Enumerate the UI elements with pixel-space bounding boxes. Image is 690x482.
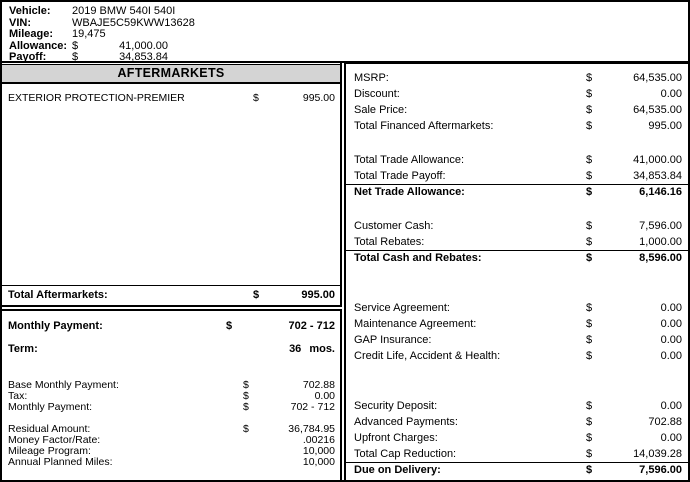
row-label: Annual Planned Miles: (8, 456, 113, 468)
row-amount: 64,535.00 (633, 104, 682, 116)
service-agreement-row (346, 300, 688, 316)
currency-symbol (243, 435, 255, 446)
term-value-group (238, 343, 335, 355)
term-row (8, 343, 335, 355)
row-label: GAP Insurance: (354, 334, 432, 346)
row-label: Security Deposit: (354, 400, 438, 412)
row-amount: 14,039.28 (633, 448, 682, 460)
row-amount: 10,000 (302, 445, 335, 457)
row-label: Total Trade Allowance: (354, 154, 465, 166)
row-amount: 36,784.95 (288, 423, 335, 435)
term-value: 36 (289, 343, 302, 355)
vehicle-label: Vehicle: (9, 5, 51, 17)
vehicle-row (9, 6, 688, 18)
aftermarket-item-label: EXTERIOR PROTECTION-PREMIER (8, 92, 185, 104)
monthly-payment-detail-row (8, 402, 335, 413)
row-amount: 34,853.84 (633, 170, 682, 182)
spacer (8, 366, 335, 380)
deal-summary-section (344, 62, 688, 480)
vin-label: VIN: (9, 16, 31, 29)
vehicle-info-section (2, 2, 688, 63)
aftermarkets-section (2, 63, 342, 307)
currency-symbol: $ (586, 252, 593, 264)
row-amount: 7,596.00 (639, 464, 682, 476)
total-rebates-row (346, 234, 688, 250)
spacer (346, 200, 688, 218)
row-label: Residual Amount: (8, 423, 91, 435)
aftermarket-item-amount: 995.00 (302, 92, 335, 104)
row-label: Total Rebates: (354, 236, 425, 248)
due-on-delivery-row (346, 462, 688, 478)
row-amount: 0.00 (660, 350, 682, 362)
row-label: Monthly Payment: (8, 401, 93, 413)
spacer (346, 364, 688, 398)
total-financed-aftermarkets-row (346, 118, 688, 134)
currency-symbol: $ (243, 379, 249, 391)
row-label: Discount: (354, 88, 400, 100)
currency-symbol: $ (243, 390, 249, 402)
row-amount: 0.00 (314, 390, 335, 402)
currency-symbol: $ (72, 51, 79, 63)
base-monthly-payment-row (8, 380, 335, 391)
row-label: Total Cap Reduction: (354, 448, 457, 460)
allowance-amount: 41,000.00 (119, 39, 168, 52)
row-label: Tax: (8, 390, 28, 402)
mileage-label: Mileage: (9, 28, 54, 40)
aftermarkets-header: AFTERMARKETS (2, 64, 340, 84)
currency-symbol: $ (586, 220, 593, 232)
payoff-label: Payoff: (9, 51, 47, 63)
mileage-row (9, 29, 688, 41)
total-trade-allowance-row (346, 152, 688, 168)
row-amount: 64,535.00 (633, 72, 682, 84)
row-label: MSRP: (354, 72, 389, 84)
currency-symbol: $ (586, 104, 593, 116)
total-cash-and-rebates-row (346, 250, 688, 266)
row-amount: 995.00 (648, 120, 682, 132)
monthly-payment-amount: 702 - 712 (288, 320, 335, 332)
row-amount: 0.00 (660, 334, 682, 346)
row-label: Sale Price: (354, 104, 408, 116)
currency-symbol: $ (586, 236, 593, 248)
credit-life-row (346, 348, 688, 364)
currency-symbol: $ (586, 318, 593, 330)
allowance-row (9, 41, 688, 53)
row-label: Base Monthly Payment: (8, 379, 119, 391)
row-label: Customer Cash: (354, 220, 434, 232)
vin-row (9, 18, 688, 30)
row-amount: 0.00 (660, 400, 682, 412)
currency-symbol: $ (586, 432, 593, 444)
currency-symbol (243, 446, 255, 457)
mileage-value: 19,475 (72, 28, 106, 40)
row-amount: 1,000.00 (639, 236, 682, 248)
msrp-row (346, 70, 688, 86)
vin-value: WBAJE5C59KWW13628 (72, 16, 195, 29)
currency-symbol: $ (586, 464, 593, 476)
row-label: Net Trade Allowance: (354, 186, 465, 198)
net-trade-allowance-row (346, 184, 688, 200)
row-amount: 702.88 (648, 416, 682, 428)
row-label: Total Cash and Rebates: (354, 252, 482, 264)
currency-symbol: $ (586, 72, 593, 84)
row-label: Money Factor/Rate: (8, 434, 101, 446)
row-label: Upfront Charges: (354, 432, 438, 444)
row-label: Mileage Program: (8, 445, 91, 457)
monthly-payment-row (8, 320, 335, 332)
currency-symbol: $ (253, 289, 260, 301)
currency-symbol: $ (586, 448, 593, 460)
row-amount: .00216 (302, 434, 335, 446)
monthly-payment-label: Monthly Payment: (8, 320, 103, 332)
row-amount: 0.00 (660, 432, 682, 444)
currency-symbol: $ (586, 186, 593, 198)
currency-symbol: $ (243, 423, 249, 435)
currency-symbol: $ (586, 350, 593, 362)
security-deposit-row (346, 398, 688, 414)
currency-symbol: $ (586, 120, 593, 132)
customer-cash-row (346, 218, 688, 234)
payment-section (2, 309, 342, 480)
allowance-label: Allowance: (9, 39, 68, 52)
row-label: Service Agreement: (354, 302, 450, 314)
spacer (346, 266, 688, 300)
spacer (346, 134, 688, 152)
row-amount: 10,000 (302, 456, 335, 468)
row-amount: 7,596.00 (639, 220, 682, 232)
currency-symbol: $ (243, 401, 249, 413)
currency-symbol (243, 457, 255, 468)
sale-price-row (346, 102, 688, 118)
upfront-charges-row (346, 430, 688, 446)
currency-symbol: $ (586, 400, 593, 412)
aftermarkets-total-row (2, 285, 340, 305)
annual-planned-miles-row (8, 457, 335, 468)
row-label: Maintenance Agreement: (354, 318, 477, 330)
row-amount: 41,000.00 (633, 154, 682, 166)
currency-symbol: $ (226, 320, 233, 332)
total-trade-payoff-row (346, 168, 688, 184)
vehicle-value: 2019 BMW 540I 540I (72, 5, 176, 17)
aftermarkets-total-label: Total Aftermarkets: (8, 289, 108, 301)
currency-symbol: $ (586, 88, 593, 100)
payoff-amount: 34,853.84 (119, 51, 168, 63)
term-unit: mos. (309, 343, 335, 355)
discount-row (346, 86, 688, 102)
maintenance-agreement-row (346, 316, 688, 332)
aftermarkets-total-amount: 995.00 (301, 289, 335, 301)
row-amount: 702 - 712 (290, 401, 335, 413)
row-amount: 6,146.16 (639, 186, 682, 198)
row-label: Advanced Payments: (354, 416, 458, 428)
term-label: Term: (8, 343, 38, 355)
row-label: Due on Delivery: (354, 464, 441, 476)
row-label: Credit Life, Accident & Health: (354, 350, 501, 362)
currency-symbol: $ (586, 170, 593, 182)
row-amount: 702.88 (302, 379, 335, 391)
row-amount: 8,596.00 (639, 252, 682, 264)
row-amount: 0.00 (660, 318, 682, 330)
advanced-payments-row (346, 414, 688, 430)
row-label: Total Financed Aftermarkets: (354, 120, 494, 132)
currency-symbol: $ (586, 154, 593, 166)
currency-symbol: $ (586, 302, 593, 314)
currency-symbol: $ (253, 92, 259, 104)
gap-insurance-row (346, 332, 688, 348)
currency-symbol: $ (586, 416, 593, 428)
row-amount: 0.00 (660, 302, 682, 314)
total-cap-reduction-row (346, 446, 688, 462)
row-amount: 0.00 (660, 88, 682, 100)
currency-symbol: $ (72, 39, 79, 52)
currency-symbol: $ (586, 334, 593, 346)
aftermarket-item-row (2, 84, 340, 104)
row-label: Total Trade Payoff: (354, 170, 446, 182)
